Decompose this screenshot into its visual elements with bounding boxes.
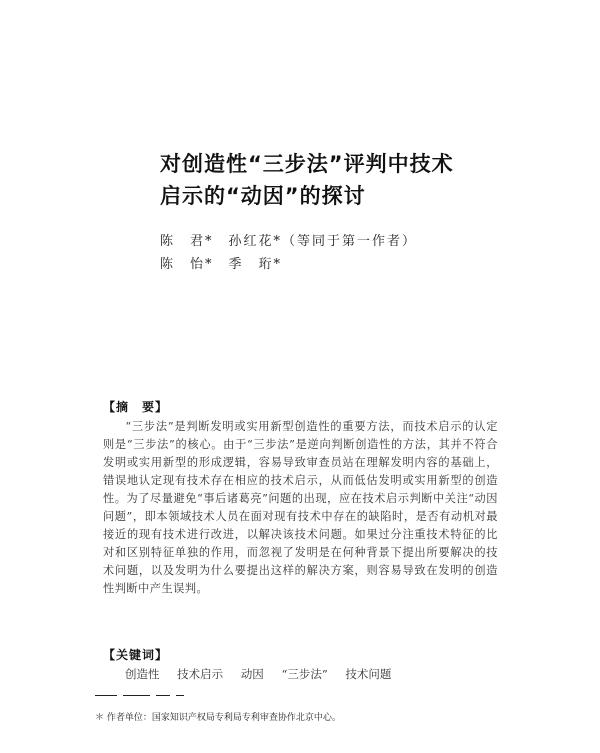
footnote-rule — [176, 695, 184, 696]
paper-title — [160, 148, 500, 212]
keyword-item: 创造性 — [125, 667, 160, 681]
title-line-1: 对创造性“三步法”评判中技术 — [160, 152, 454, 176]
keyword-item: “三步法” — [281, 667, 328, 681]
keywords-list — [125, 666, 505, 682]
author-line-1: 陈 君* 孙红花*（等同于第一作者） — [160, 234, 418, 249]
keyword-item: 技术启示 — [177, 667, 224, 681]
abstract-text: “三步法”是判断发明或实用新型创造性的重要方法，而技术启示的认定则是“三步法”的核心。由于“三步法”是逆向判断创造性的方法，其并不符合发明或实用新型的形成逻辑，容易导致审查员站在理解发明内容的基础上，错误地认定现有技术存在相应的技术启示，从而低估发明或实用新型的创造性。为了尽量避免“事后诸葛亮”问题的出现，应在技术启示判断中关注“动因问题”，即本领域技术人员在面对现有技术中存在的缺陷时，是否有动机对最接近的现有技术进行改进，以解决该技术问题。如果过分注重技术特征的比对和区别特征单独的作用，而忽视了发明是在何种背景下提出所要解决的技术问题，以及发明为什么要提出这样的解决方案，则容易导致在发明的创造性判断中产生误判。 — [103, 420, 498, 595]
footnote-rule — [123, 695, 150, 696]
title-line-2: 启示的“动因”的探讨 — [160, 184, 366, 208]
abstract-heading: 【摘 要】 — [103, 400, 169, 414]
footnote-rule — [156, 695, 170, 696]
footnote: ＊ 作者单位：国家知识产权局专利局专利审查协作北京中心。 — [95, 713, 341, 723]
footnote-rule — [95, 695, 117, 696]
keyword-item: 动因 — [240, 667, 264, 681]
author-line-2: 陈 怡* 季 珩* — [160, 257, 283, 272]
author-block — [160, 230, 480, 276]
keyword-item: 技术问题 — [345, 667, 392, 681]
keywords-heading: 【关键词】 — [103, 648, 169, 662]
